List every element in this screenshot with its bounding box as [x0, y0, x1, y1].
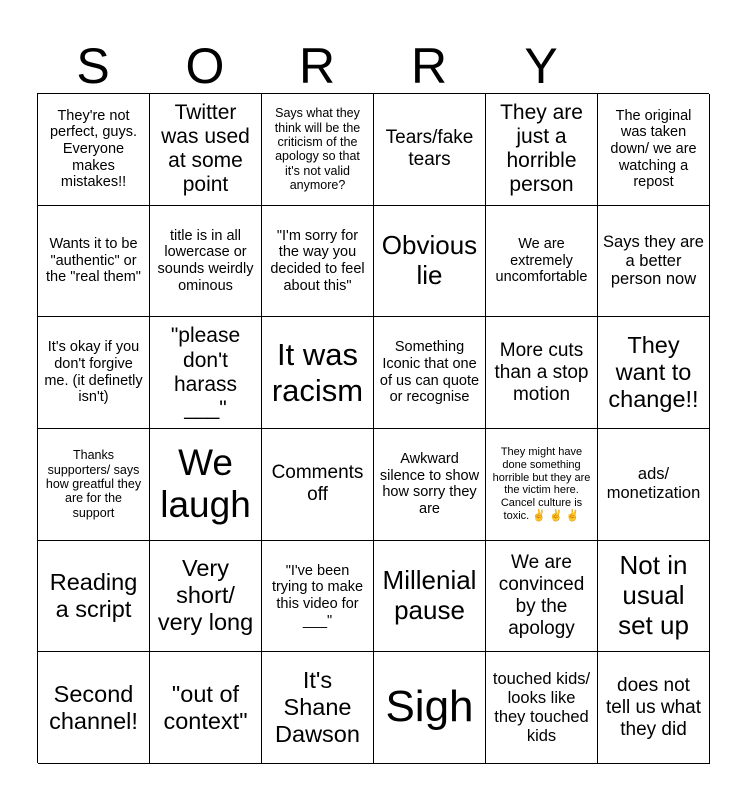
cell-text: "out of context": [163, 680, 248, 734]
cell-text: Awkward silence to show how sorry they are: [379, 450, 480, 517]
bingo-cell[interactable]: [598, 429, 710, 541]
cell-text: Very short/ very long: [157, 555, 254, 636]
cell-text: Reading a script: [49, 568, 138, 622]
cell-text: title is in all lowercase or sounds weirdly ominous: [157, 227, 254, 294]
bingo-cell[interactable]: [374, 429, 486, 541]
bingo-cell[interactable]: [150, 652, 262, 764]
bingo-cell[interactable]: [38, 206, 150, 318]
cell-text: Second channel!: [49, 680, 138, 734]
cell-text: They might have done something horrible but they are the victim here. Cancel culture is toxic. ✌️ ✌️ ✌️: [492, 446, 591, 522]
bingo-cell[interactable]: [374, 652, 486, 764]
title-letter: Y: [524, 38, 558, 94]
title-letter: R: [410, 38, 448, 94]
bingo-cell[interactable]: [598, 206, 710, 318]
cell-text: Millenial pause: [382, 565, 477, 625]
cell-text: "I've been trying to make this video for ___": [271, 562, 364, 629]
cell-text: Sigh: [385, 682, 474, 732]
cell-text: touched kids/ looks like they touched kids: [492, 669, 591, 745]
bingo-cell[interactable]: [486, 94, 598, 206]
bingo-cell[interactable]: [486, 206, 598, 318]
cell-text: It was racism: [271, 337, 364, 408]
bingo-cell[interactable]: [374, 317, 486, 429]
cell-text: Obvious lie: [381, 230, 478, 290]
bingo-cell[interactable]: [486, 317, 598, 429]
bingo-cell[interactable]: [486, 652, 598, 764]
cell-text: Wants it to be "authentic" or the "real them": [46, 235, 141, 286]
cell-text: We are extremely uncomfortable: [495, 235, 588, 286]
bingo-cell[interactable]: [262, 317, 374, 429]
cell-text: The original was taken down/ we are watching a repost: [610, 107, 697, 191]
cell-text: ads/ monetization: [606, 465, 701, 503]
cell-text: Thanks supporters/ says how greatful they are for the support: [45, 448, 142, 520]
cell-text: It's Shane Dawson: [275, 667, 360, 748]
bingo-cell[interactable]: [374, 94, 486, 206]
bingo-cell[interactable]: [38, 541, 150, 653]
cell-text: "I'm sorry for the way you decided to feel about this": [270, 227, 365, 294]
cell-text: Comments off: [271, 462, 364, 506]
cell-text: Twitter was used at some point: [161, 101, 250, 197]
bingo-board: [37, 93, 709, 763]
bingo-cell[interactable]: [262, 206, 374, 318]
bingo-cell[interactable]: [262, 429, 374, 541]
bingo-cell[interactable]: [150, 541, 262, 653]
cell-text: We are convinced by the apology: [498, 552, 585, 639]
bingo-cell[interactable]: [374, 206, 486, 318]
bingo-cell[interactable]: [262, 94, 374, 206]
cell-text: Says what they think will be the criticism of the apology so that it's not valid anymore?: [274, 106, 361, 193]
bingo-cell[interactable]: [262, 541, 374, 653]
bingo-cell[interactable]: [598, 652, 710, 764]
bingo-cell[interactable]: [374, 541, 486, 653]
bingo-cell[interactable]: [38, 429, 150, 541]
cell-text: It's okay if you don't forgive me. (it definetly isn't): [44, 339, 143, 406]
cell-text: We laugh: [160, 441, 251, 526]
cell-text: "please don't harass ___": [170, 324, 241, 420]
cell-text: They want to change!!: [608, 332, 699, 413]
bingo-cell[interactable]: [486, 429, 598, 541]
bingo-cell[interactable]: [598, 317, 710, 429]
bingo-cell[interactable]: [150, 206, 262, 318]
cell-text: More cuts than a stop motion: [494, 339, 589, 405]
bingo-cell[interactable]: [150, 317, 262, 429]
bingo-cell[interactable]: [486, 541, 598, 653]
cell-text: They are just a horrible person: [500, 101, 583, 197]
cell-text: Says they are a better person now: [603, 232, 704, 289]
cell-text: They're not perfect, guys. Everyone makes mistakes!!: [49, 107, 138, 191]
cell-text: Not in usual set up: [618, 550, 689, 640]
cell-text: Tears/fake tears: [385, 127, 474, 171]
bingo-cell[interactable]: [150, 94, 262, 206]
bingo-cell[interactable]: [38, 317, 150, 429]
cell-text: does not tell us what they did: [605, 674, 702, 740]
title-letter: R: [298, 38, 336, 94]
title-letter: O: [185, 38, 225, 94]
cell-text: Something Iconic that one of us can quote or recognise: [379, 339, 480, 406]
bingo-cell[interactable]: [262, 652, 374, 764]
bingo-cell[interactable]: [38, 94, 150, 206]
bingo-title: [37, 38, 709, 94]
bingo-cell[interactable]: [598, 94, 710, 206]
title-letter: S: [76, 38, 110, 94]
bingo-cell[interactable]: [150, 429, 262, 541]
bingo-cell[interactable]: [38, 652, 150, 764]
bingo-cell[interactable]: [598, 541, 710, 653]
